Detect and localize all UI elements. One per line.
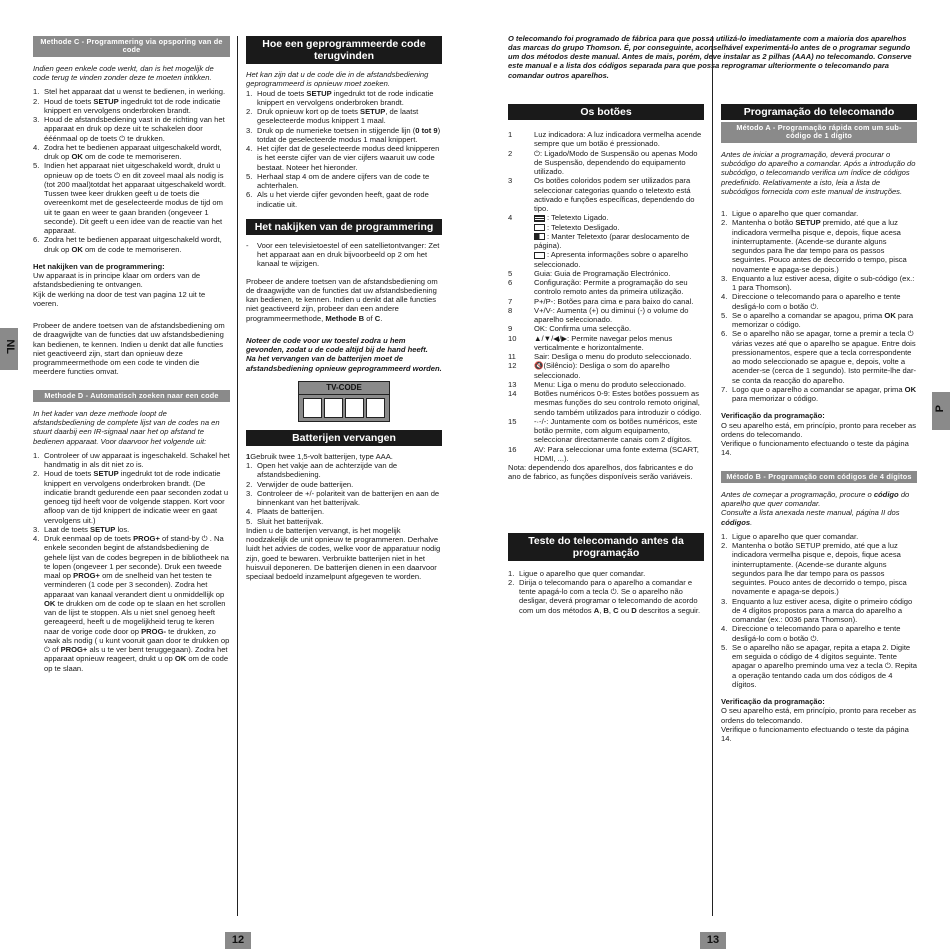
list-item: 2. Verwijder de oude batterijen.: [246, 479, 354, 489]
section-header-terugvinden: Hoe een geprogrammeerde code terugvinden: [246, 36, 442, 64]
list-item: 6. Zodra het te bedienen apparaat uitgeschakeld wordt, druk op OK om de code te memoriseren.: [33, 235, 222, 254]
page-number-right: 13: [700, 932, 726, 949]
steps-metodo-a: [721, 209, 917, 403]
section-header-botoes: Os botões: [508, 104, 704, 120]
list-item: 3. Enquanto a luz estiver acesa, digite o primeiro código de 4 dígitos propostos para a marca do aparelho a comandar (ex.: 0036 para Thomson).: [721, 596, 913, 625]
section-header-batterijen: Batterijen vervangen: [246, 430, 442, 446]
column-4: [721, 104, 917, 748]
section-header-teste: Teste do telecomando antes da programação: [508, 533, 704, 561]
list-item: 16 AV: Para seleccionar uma fonte externa (SCART, HDMI, ...).: [508, 444, 699, 463]
steps-terugvinden: [246, 89, 442, 209]
list-item: 5. Indien het apparaat niet uitgeschakeld wordt, drukt u opnieuw op de toets ⏻ en dit zoveel maal als nodig is (tot 200 maal)totdat het apparaat uitgeschakeld wordt. Tussen twee keer drukken geeft u de toets die overeenkomt met de geselecteerde modus de tijd om uit te gaan en weer te gaan branden (ongeveer 1 seconde). Dit geeft u een idee van de reactie van het apparaat.: [33, 161, 226, 236]
list-item: 9 OK: Confirma uma selecção.: [508, 324, 632, 334]
list-item: 7. Logo que o aparelho a comandar se apagar, prima OK para memorizar o código.: [721, 384, 917, 404]
section-header-metodo-a: Método A - Programação rápida com um sub-código de 1 dígito: [721, 122, 917, 143]
intro-methode-c: Indien geen enkele code werkt, dan is het mogelijk de code terug te vinden zonder deze te moeten intikken.: [33, 63, 214, 83]
list-item: 12 🔇(Silêncio): Desliga o som do aparelho seleccionado.: [508, 361, 670, 380]
section-header-methode-c: Methode C - Programmering via opsporing van de code: [33, 36, 230, 57]
list-item: 15 -·-/-: Juntamente com os botões numéricos, este botão permite, com algum equipamento, seleccionar directamente canais com 2 dígitos.: [508, 416, 698, 445]
batterijen-intro: 1Gebruik twee 1,5-volt batterijen, type AAA.: [246, 451, 393, 461]
intro-text: O telecomando foi programado de fábrica para que possa utilizá-lo imediatamente com a maioria dos aparelhos das marcas do grupo Thomson. É, por conseguinte, aconselhável experimentá-lo antes de o programar segundo um dos métodos deste manual. Antes de mais, porém, deve instalar as 2 pilhas (AAA) no telecomando. Conserve este manual e a lista dos códigos separada para que possa reprogramar ulteriormente o telecomando para comandar outros aparelhos.: [508, 34, 912, 80]
list-item: : Manter Teletexto (parar deslocamento de página).: [534, 231, 690, 251]
list-item: 10 ▲/▼/◀/▶: Permite navegar pelos menus verticalmente e horizontalmente.: [508, 333, 673, 352]
list-item: 4 : Teletexto Ligado.: [508, 213, 609, 223]
section-header-methode-d: Methode D - Automatisch zoeken naar een code: [33, 390, 230, 402]
intro-terugvinden: Het kan zijn dat u de code die in de afstandsbediening geprogrammeerd is opnieuw moet zoeken.: [246, 70, 429, 89]
list-item: 3. Controleer de +/- polariteit van de batterijen en aan de binnenkant van het batterijvak.: [246, 488, 440, 507]
steps-teste: [508, 569, 704, 615]
nakijken-bullets: [246, 241, 442, 269]
verif2-text-2: Verifique o funcionamento efectuando o teste da página 14.: [721, 724, 909, 744]
steps-batterijen: [246, 461, 442, 526]
list-item: 3. Laat de toets SETUP los.: [33, 524, 130, 534]
intro-metodo-b-2: Consulte a lista anexada neste manual, página II dos códigos.: [721, 508, 900, 527]
column-1: [33, 36, 230, 673]
tv-code-label: TV-CODE: [299, 382, 389, 395]
tv-code-digit-box: [366, 398, 385, 418]
tv-code-digit-box: [324, 398, 343, 418]
section-header-programacao: Programação do telecomando: [721, 104, 917, 120]
list-item: 5. Herhaal stap 4 om de andere cijfers van de code te achterhalen.: [246, 171, 430, 191]
steps-methode-d: [33, 451, 230, 673]
verif-title: Verificação da programação:: [721, 411, 825, 421]
language-tab-label: NL: [3, 339, 16, 355]
intro-metodo-a: Antes de iniciar a programação, deverá procurar o subcódigo do aparelho a comandar. Após a introdução do subcódigo, o telecomando verifica um índice de códigos predefinido. Relativamente a isto, leia a lista de subcódigos fornecida com este manual de instruções.: [721, 149, 916, 196]
list-item: 3. Enquanto a luz estiver acesa, digite o sub-código (ex.: 1 para Thomson).: [721, 273, 915, 293]
nakijken-text-2: Kijk de werking na door de test van pagina 12 uit te voeren.: [33, 289, 206, 308]
list-item: 3 Os botões coloridos podem ser utilizados para seleccionar categorias quando o teletexto está activado e funções específicas, dependendo do tipo.: [508, 176, 695, 214]
nakijken-text: Uw apparaat is in principe klaar om orders van de afstandsbediening te ontvangen.: [33, 271, 201, 290]
steps-metodo-b: [721, 532, 917, 689]
batterijen-intro-text: Gebruik twee 1,5-volt batterijen, type AAA.: [250, 451, 393, 461]
language-tab-label: P: [934, 405, 947, 413]
noteer-note: Noteer de code voor uw toestel zodra u hem gevonden, zodat u de code altijd bij de hand heeft.: [246, 335, 428, 355]
list-item: 11 Sair: Desliga o menu do produto seleccionado.: [508, 352, 692, 362]
column-3: [508, 104, 704, 615]
verif-text-2: Verifique o funcionamento efectuando o teste da página 14.: [721, 439, 909, 458]
list-item: 7 P+/P-: Botões para cima e para baixo do canal.: [508, 296, 694, 306]
list-item: 4. Direccione o telecomando para o aparelho e tente desligá-lo com o botão ⏻.: [721, 624, 901, 643]
vervangen-note: Na het vervangen van de batterijen moet de afstandsbediening opnieuw geprogrammeerd worden.: [246, 354, 442, 373]
language-tab-p: [932, 392, 950, 430]
step-text: Open het vakje aan de achterzijde van de afstandsbediening.: [257, 461, 398, 480]
list-item: : Apresenta informações sobre o aparelho seleccionado.: [534, 250, 688, 269]
step-text: Verwijder de oude batterijen.: [257, 479, 354, 489]
batterijen-text: Indien u de batterijen vervangt, is het mogelijk noodzakelijk de unit opnieuw te programmeren. Derhalve luidt het advies de codes, welke voor de apparatuur nodig zijn, goed te bewaren. Verbruikte batterijen niet in het huisvuil deponeren. De batterijen dienen in een daarvoor speciaal bedoeld inzamelpunt afgegeven te worden.: [246, 525, 441, 581]
teletext-off-icon: [534, 224, 545, 231]
right-page-divider: [712, 36, 713, 916]
list-item: 2. Druk opnieuw kort op de toets SETUP, de laatst geselecteerde modus knippert 1 maal.: [246, 107, 419, 126]
list-item: 4. Druk eenmaal op de toets PROG+ of stand-by ⏻ . Na enkele seconden begint de afstandsbediening de gehele lijst van de codes begrepen in de bibliotheek na te lopen (ongeveer 1 per seconde). Druk een tweede maal op PROG+ om de snelheid van het testen te verminderen (1 code per 3 seconden). Zodra het apparaat van kanaal verandert dient u onmiddellijk op OK te drukken om de code op te slaan en het scrollen van de lijst te stoppen. Als u niet snel genoeg heeft gereageerd, heeft u de mogelijkheid terug te keren naar de vorige code door op PROG- te drukken, zo vaak als nodig ( u kunt vooruit gaan door te drukken op ⏻ of PROG+ als u te ver bent teruggegaan). Zodra het apparaat opnieuw reageert, drukt u op OK om de code op te slaan.: [33, 534, 230, 673]
verif-text: O seu aparelho está, em princípio, pronto para receber as ordens do telecomando.: [721, 420, 917, 439]
list-item: 1. Ligue o aparelho que quer comandar.: [721, 209, 859, 219]
list-item: 5. Se o aparelho não se apagar, repita a etapa 2. Digite em seguida o código de 4 dígitos seguinte. Tente apagar o aparelho premindo uma vez a tecla ⏻. Repita a operação tentando cada um dos códigos de 4 dígitos.: [721, 642, 917, 689]
list-item: 5 Guia: Guia de Programação Electrónico.: [508, 268, 671, 278]
list-item: 6. Se o aparelho não se apagar, torne a premir a tecla ⏻ várias vezes até que o aparelho se apague. Entre dois pressionamentos, espere que a tecla correspondente ao modo seleccionado se apague e, depois, volte a acender-se (cerca de 1 segundo). Isto permite-lhe dar-se conta da reacção do aparelho.: [721, 329, 917, 385]
list-item: 1. Controleer of uw apparaat is ingeschakeld. Schakel het handmatig in als dit niet zo is.: [33, 450, 230, 470]
list-item: 2. Dirija o telecomando para o aparelho a comandar e tente apagá-lo com a tecla ⏻. Se o aparelho não desligar, deverá programar o telecomando de acordo com um dos métodos A, B, C ou D descritos a seguir.: [508, 577, 701, 615]
tv-code-digit-box: [345, 398, 364, 418]
section-header-nakijken: Het nakijken van de programmering: [246, 219, 442, 235]
list-item: 6 Configuração: Permite a programação do seu controlo remoto antes da primeira utilização.: [508, 278, 688, 297]
info-icon: [534, 252, 545, 259]
list-item: 3. Houd de afstandsbediening vast in de richting van het apparaat en druk op deze uit te schakelen door ééénmaal op de toets ⏻ te drukken.: [33, 115, 225, 143]
verif2-text: O seu aparelho está, em princípio, pronto para receber as ordens do telecomando.: [721, 706, 917, 725]
list-item: 2. Houd de toets SETUP ingedrukt tot de rode indicatie knippert en vervolgens onderbroken brandt.: [33, 96, 221, 115]
list-item: 1. Ligue o aparelho que quer comandar.: [508, 568, 646, 578]
probeer-text: Probeer de andere toetsen van de afstandsbediening om de draagwijdte van de functies dat uw afstandsbediening kan bedienen, te kennen. Indien u denkt dat alle functies niet geactiveerd zijn, start dan opnieuw deze programmeermethode om een code te vinden die meerdere functies omvat.: [33, 321, 225, 377]
nota-text: Nota: dependendo dos aparelhos, dos fabricantes e do ano de fabrico, as funções disponíveis serão variáveis.: [508, 463, 693, 482]
list-item: 1. Open het vakje aan de achterzijde van de afstandsbediening.: [246, 461, 398, 480]
list-item: - Voor een televisietoestel of een satellietontvanger: Zet het apparaat aan en druk bijvoorbeeld op 2 om het kanaal te wijzigen.: [246, 240, 440, 269]
column-2: [246, 36, 442, 586]
bullet-text: Voor een televisietoestel of een satellietontvanger: Zet het apparaat aan en druk bijvoorbeeld op 2 om het kanaal te wijzigen.: [257, 240, 440, 269]
list-item: 2. Houd de toets SETUP ingedrukt tot de rode indicatie knippert en vervolgens onderbroken brandt. (De indicatie brandt gedurende een paar seconden zodat u genoeg tijd heeft voor de volgende stappen. Kort voor afloop van de tijd knippert de indicatie weer en gaat vervolgens uit.): [33, 469, 229, 525]
intro-metodo-b: Antes de começar a programação, procure o código do aparelho que quer comandar.: [721, 489, 910, 509]
list-item: : Teletexto Desligado.: [508, 223, 704, 232]
list-item: 1. Stel het apparaat dat u wenst te bedienen, in werking.: [33, 87, 226, 97]
tv-code-digits: [299, 395, 389, 421]
teletext-on-icon: [534, 215, 545, 222]
list-item: 5. Sluit het batterijvak.: [246, 516, 324, 526]
list-item: 3. Druk op de numerieke toetsen in stijgende lijn (0 tot 9) totdat de geselecteerde modus 1 maal knippert.: [246, 125, 441, 144]
list-item: 1. Ligue o aparelho que quer comandar.: [721, 531, 859, 541]
list-item: 4. Zodra het te bedienen apparaat uitgeschakeld wordt, druk op OK om de code te memoriseren.: [33, 142, 222, 162]
intro-methode-d: In het kader van deze methode loopt de afstandsbediening de complete lijst van de codes na en stuurt daarbij een IR-signaal naar het op afstand te bedienen apparaat. Voor daarvoor het volgende uit:: [33, 408, 220, 446]
list-item: 2. Mantenha o botão SETUP premido, até que a luz indicadora vermelha pisque e, depois, fique acesa ininterruptamente. (Acende-se durante alguns segundos para lhe dar tempo para os passos seguintes. Pouco antes de decorrido o tempo, pisca novamente e apaga-se depois.): [721, 541, 907, 597]
list-item: 5. Se o aparelho a comandar se apagou, prima OK para memorizar o código.: [721, 310, 914, 330]
list-item: 2. Mantenha o botão SETUP premido, até que a luz indicadora vermelha pisque e, depois, fique acesa ininterruptamente. (Acende-se durante alguns segundos para lhe dar tempo para os passos seguintes. Pouco antes de decorrido o tempo, pisca novamente e apaga-se depois.): [721, 218, 907, 274]
page-number-left: 12: [225, 932, 251, 949]
intro-portuguese: [508, 34, 913, 85]
verif2-title: Verificação da programação:: [721, 697, 825, 707]
list-item: 1. Houd de toets SETUP ingedrukt tot de rode indicatie knippert en vervolgens onderbroken brandt.: [246, 88, 434, 107]
language-tab-nl: [0, 328, 18, 370]
list-item: 13 Menu: Liga o menu do produto seleccionado.: [508, 379, 686, 389]
list-item: 2 ⏻: Ligado/Modo de Suspensão ou apenas Modo de Suspensão, dependendo do equipamento utilizado.: [508, 148, 698, 177]
step-text: Plaats de batterijen.: [257, 507, 325, 517]
section-header-metodo-b: Método B - Programação com códigos de 4 dígitos: [721, 471, 917, 483]
list-item: 4. Het cijfer dat de geselecteerde modus deed knipperen is het eerste cijfer van de vier cijfers waaruit uw code bestaat. Noteer het hieronder.: [246, 144, 440, 172]
botoes-list: [508, 130, 704, 463]
list-item: 6. Als u het vierde cijfer gevonden heeft, gaat de rode indicatie uit.: [246, 190, 429, 209]
tv-code-box: [298, 381, 390, 422]
list-item: 4. Plaats de batterijen.: [246, 507, 325, 517]
list-item: 1 Luz indicadora: A luz indicadora vermelha acende sempre que um botão é pressionado.: [508, 130, 702, 149]
step-text: Sluit het batterijvak.: [257, 516, 324, 526]
list-item: 4. Direccione o telecomando para o aparelho e tente desligá-lo com o botão ⏻.: [721, 292, 901, 311]
teletext-hold-icon: [534, 233, 545, 240]
probeer-text-2: Probeer de andere toetsen van de afstandsbediening om de draagwijdte van de functies dat uw afstandsbediening kan bedienen, te kennen. Indien u denkt dat alle functies niet geactiveerd zijn, probeer dan een andere programmeermethode, Methode B of C.: [246, 276, 438, 323]
nakijken-title: Het nakijken van de programmering:: [33, 261, 165, 271]
tv-code-digit-box: [303, 398, 322, 418]
mute-icon: 🔇: [534, 361, 544, 371]
step-text: Controleer de +/- polariteit van de batterijen en aan de binnenkant van het batterijvak.: [257, 488, 440, 507]
left-page-divider: [237, 36, 238, 916]
list-item: 8 V+/V-: Aumenta (+) ou diminui (-) o volume do aparelho seleccionado.: [508, 305, 689, 325]
list-item: 14 Botões numéricos 0-9: Estes botões possuem as mesmas funções do seu controlo remoto original, sendo também utilizados para introduzir o código.: [508, 389, 702, 417]
steps-methode-c: [33, 87, 230, 254]
